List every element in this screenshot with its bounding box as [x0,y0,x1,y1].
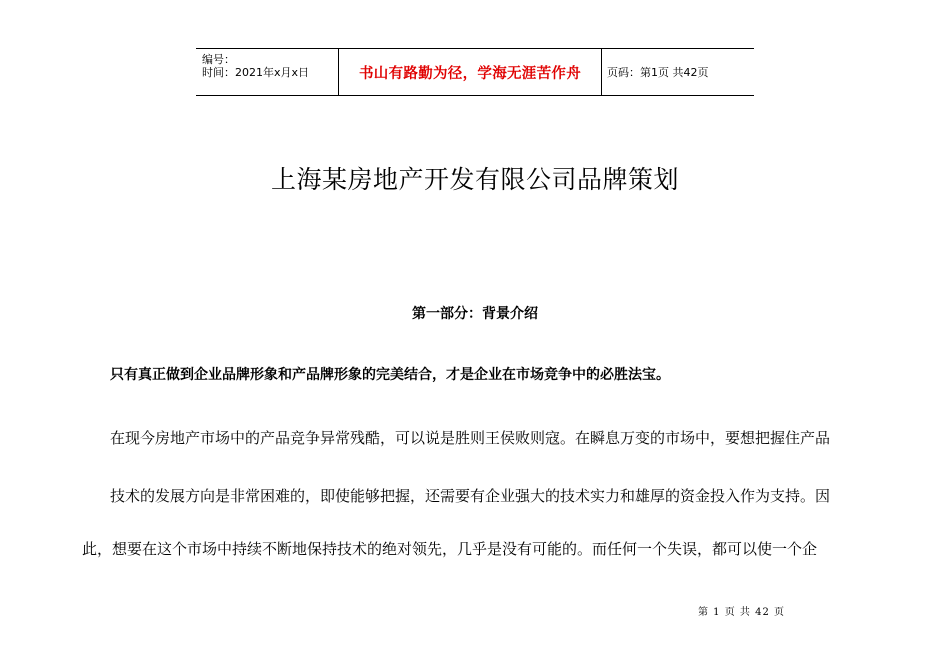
page-footer: 第 1 页 共 42 页 [698,607,785,618]
paragraph-line-3: 此，想要在这个市场中持续不断地保持技术的绝对领先，几乎是没有可能的。而任何一个失误，都可以使一个企 [82,540,818,558]
header-page-cell [602,49,754,95]
document-title: 上海某房地产开发有限公司品牌策划 [270,165,679,194]
header-table [196,48,754,96]
paragraph-line-1: 在现今房地产市场中的产品竞争异常残酷，可以说是胜则王侯败则寇。在瞬息万变的市场中，要想把握住产品 [110,429,831,447]
motto-text: 书山有路勤为径，学海无涯苦作舟 [359,65,581,82]
number-label: 编号： [202,53,235,66]
page-info: 页码：第1页 共42页 [607,66,709,79]
time-label: 时间：2021年x月x日 [202,66,310,79]
lead-sentence: 只有真正做到企业品牌形象和产品牌形象的完美结合，才是企业在市场竞争中的必胜法宝。 [110,367,670,383]
header-meta-cell [196,49,338,95]
header-motto-cell [338,49,602,95]
paragraph-line-2: 技术的发展方向是非常困难的，即使能够把握，还需要有企业强大的技术实力和雄厚的资金投入作为支持。因 [110,487,831,505]
section-heading: 第一部分：背景介绍 [412,306,538,322]
